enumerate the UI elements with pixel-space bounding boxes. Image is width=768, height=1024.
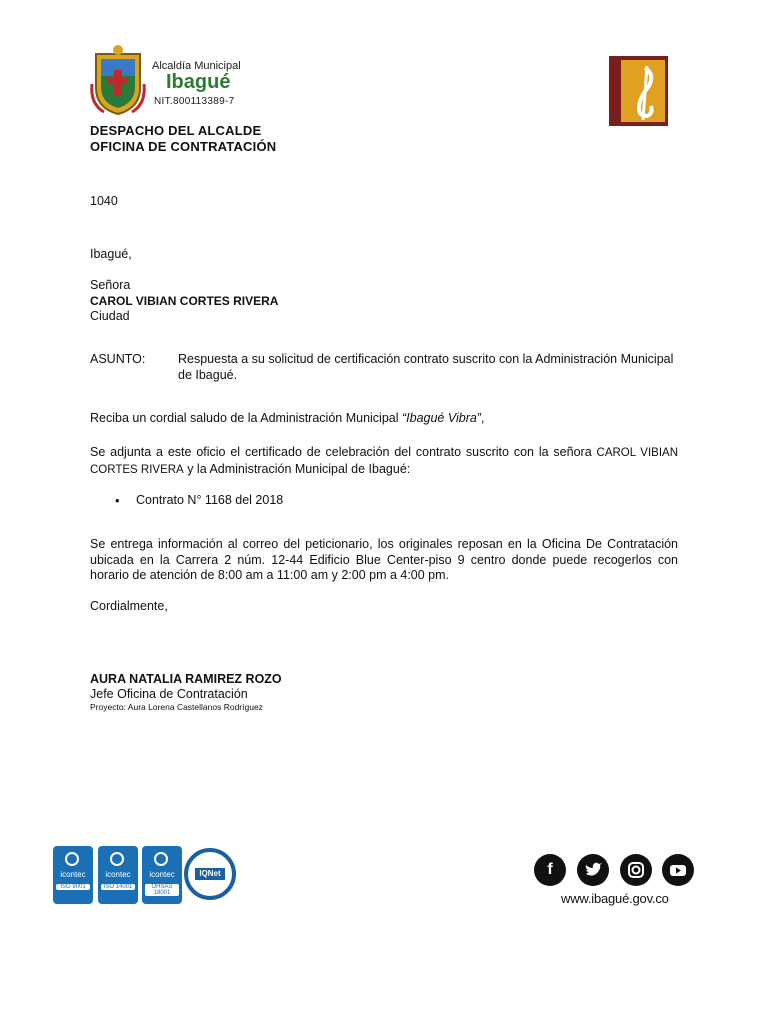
- icontec-iso9001-badge: [53, 846, 93, 904]
- ibague-musical-logo: [609, 56, 668, 126]
- closing: Cordialmente,: [90, 599, 168, 613]
- youtube-icon[interactable]: [662, 854, 694, 886]
- icontec-icon: [110, 852, 124, 866]
- project-line: Proyecto: Aura Lorena Castellanos Rodríguez: [90, 702, 263, 712]
- twitter-icon[interactable]: [577, 854, 609, 886]
- logo-line-1: Alcaldía Municipal: [152, 60, 241, 72]
- bullet-icon: •: [115, 493, 120, 508]
- department-line-1: DESPACHO DEL ALCALDE: [90, 123, 262, 138]
- icontec-icon: [65, 852, 79, 866]
- attachment-recipient: CAROL VIBIAN CORTES RIVERA: [90, 447, 678, 476]
- iqnet-label: IQNet: [195, 868, 225, 880]
- website-link[interactable]: www.ibagué.gov.co: [561, 891, 669, 906]
- signer-role: Jefe Oficina de Contratación: [90, 687, 248, 701]
- cert-brand: icontec: [149, 870, 175, 879]
- music-note-icon: [609, 56, 668, 126]
- contract-item: Contrato N° 1168 del 2018: [136, 493, 284, 507]
- letter-place: Ibagué,: [90, 247, 132, 261]
- greeting-paragraph: [90, 411, 678, 427]
- greeting-text: Reciba un cordial saludo de la Administración Municipal: [90, 411, 402, 425]
- logo-nit: NIT.800113389-7: [154, 96, 235, 107]
- facebook-icon[interactable]: f: [534, 854, 566, 886]
- salutation-title: Señora: [90, 278, 131, 292]
- greeting-slogan: “Ibagué Vibra”: [401, 411, 481, 425]
- icontec-ohsas-badge: [142, 846, 182, 904]
- icontec-icon: [154, 852, 168, 866]
- attachment-end: y la Administración Municipal de Ibagué:: [183, 461, 411, 476]
- signer-name: AURA NATALIA RAMIREZ ROZO: [90, 672, 282, 686]
- recipient-name: CAROL VIBIAN CORTES RIVERA: [90, 294, 279, 308]
- department-line-2: OFICINA DE CONTRATACIÓN: [90, 139, 277, 154]
- subject-text: Respuesta a su solicitud de certificación contrato suscrito con la Administración Municipal de Ibagué.: [178, 352, 674, 382]
- cert-brand: icontec: [60, 870, 86, 879]
- delivery-paragraph: Se entrega información al correo del peticionario, los originales reposan en la Oficina De Contratación ubicada en la Carrera 2 núm. 12-44 Edificio Blue Center-piso 9 centro donde puede recogerlos con horario de atención de 8:00 am a 11:00 am y 2:00 pm a 4:00 pm.: [90, 537, 678, 582]
- iqnet-badge: [184, 848, 236, 900]
- attachment-text: Se adjunta a este oficio el certificado de celebración del contrato suscrito con la señora: [90, 445, 597, 459]
- logo-line-2: Ibagué: [166, 71, 231, 93]
- cert-norm: ISO 9001: [56, 884, 90, 890]
- attachment-paragraph: [90, 445, 678, 478]
- alcaldia-logo: [90, 44, 250, 120]
- cert-norm: OHSAS 18001: [145, 884, 179, 896]
- cert-brand: icontec: [105, 870, 131, 879]
- greeting-end: ,: [480, 411, 485, 425]
- letter-number: 1040: [90, 194, 118, 208]
- recipient-city: Ciudad: [90, 309, 130, 323]
- subject-label: ASUNTO:: [90, 352, 146, 366]
- instagram-icon[interactable]: [620, 854, 652, 886]
- icontec-iso14001-badge: [98, 846, 138, 904]
- certification-logos: [53, 846, 243, 914]
- cert-norm: ISO 14001: [101, 884, 135, 890]
- coat-of-arms-icon: [90, 44, 146, 116]
